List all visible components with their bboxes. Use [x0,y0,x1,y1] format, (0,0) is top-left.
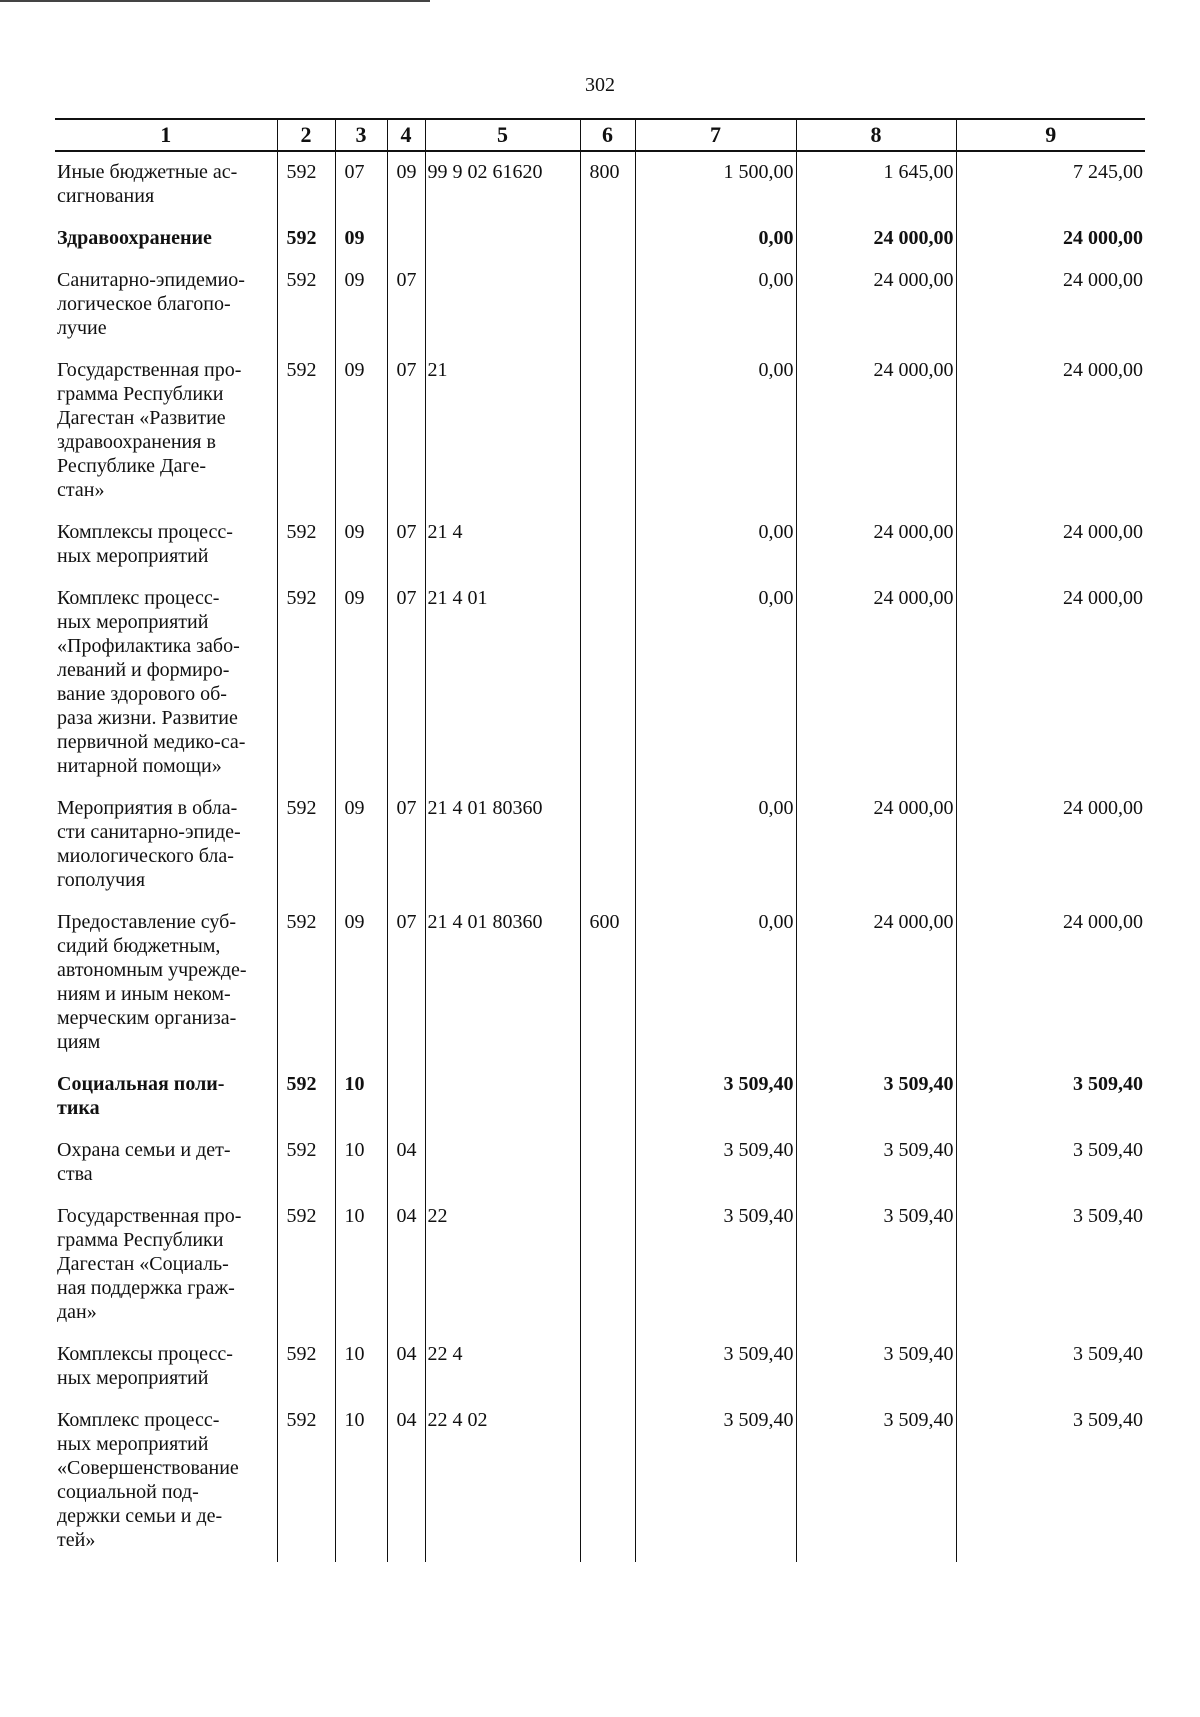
target-article-cell [425,1064,580,1130]
expense-type-cell [580,1334,635,1400]
subsection-cell: 04 [387,1196,425,1334]
section-cell: 09 [335,902,387,1064]
amount-col7-cell: 1 500,00 [635,151,796,218]
amount-col8-cell: 24 000,00 [796,578,956,788]
column-header: 2 [277,119,335,151]
row-name-cell: Иные бюджетные ас- сигнования [57,161,238,207]
amount-col7-cell: 0,00 [635,512,796,578]
target-article-cell: 99 9 02 61620 [425,151,580,218]
amount-col7-cell: 3 509,40 [635,1130,796,1196]
subsection-cell: 07 [387,512,425,578]
subsection-cell [387,218,425,260]
amount-col9-cell: 24 000,00 [956,788,1145,902]
table-row [55,512,1145,578]
column-header: 3 [335,119,387,151]
row-name-cell: Комплекс процесс- ных мероприятий «Профилактика забо- леваний и формиро- вание здорового об- раза жизни. Развитие первичной медико-са- нитарной помощи» [57,587,246,777]
code-cell: 592 [277,1064,335,1130]
amount-col7-cell: 0,00 [635,218,796,260]
table-row [55,218,1145,260]
code-cell: 592 [277,1400,335,1562]
row-name-cell: Комплексы процесс- ных мероприятий [57,521,233,567]
amount-col9-cell: 3 509,40 [956,1400,1145,1562]
target-article-cell [425,260,580,350]
code-cell: 592 [277,512,335,578]
target-article-cell [425,1130,580,1196]
target-article-cell: 22 4 02 [425,1400,580,1562]
subsection-cell: 09 [387,151,425,218]
section-cell: 09 [335,788,387,902]
amount-col9-cell: 24 000,00 [956,512,1145,578]
amount-col7-cell: 3 509,40 [635,1196,796,1334]
code-cell: 592 [277,260,335,350]
budget-table [55,118,1145,1562]
target-article-cell: 21 4 [425,512,580,578]
amount-col8-cell: 24 000,00 [796,218,956,260]
section-cell: 10 [335,1196,387,1334]
code-cell: 592 [277,788,335,902]
subsection-cell: 07 [387,260,425,350]
expense-type-cell: 800 [580,151,635,218]
table-row [55,902,1145,1064]
expense-type-cell [580,1130,635,1196]
section-cell: 10 [335,1400,387,1562]
column-header: 9 [956,119,1145,151]
amount-col7-cell: 0,00 [635,788,796,902]
row-name-cell: Охрана семьи и дет- ства [57,1139,231,1185]
table-row [55,350,1145,512]
subsection-cell: 07 [387,350,425,512]
amount-col7-cell: 0,00 [635,350,796,512]
amount-col9-cell: 3 509,40 [956,1334,1145,1400]
expense-type-cell [580,1196,635,1334]
row-name-cell: Здравоохранение [57,227,212,249]
amount-col8-cell: 24 000,00 [796,788,956,902]
amount-col9-cell: 3 509,40 [956,1130,1145,1196]
amount-col8-cell: 1 645,00 [796,151,956,218]
table-row [55,260,1145,350]
subsection-cell: 04 [387,1334,425,1400]
amount-col8-cell: 3 509,40 [796,1064,956,1130]
target-article-cell: 21 4 01 80360 [425,788,580,902]
section-cell: 07 [335,151,387,218]
code-cell: 592 [277,902,335,1064]
code-cell: 592 [277,218,335,260]
code-cell: 592 [277,350,335,512]
expense-type-cell [580,218,635,260]
amount-col7-cell: 0,00 [635,902,796,1064]
code-cell: 592 [277,151,335,218]
section-cell: 10 [335,1130,387,1196]
code-cell: 592 [277,1334,335,1400]
expense-type-cell [580,578,635,788]
expense-type-cell [580,350,635,512]
target-article-cell: 22 [425,1196,580,1334]
subsection-cell [387,1064,425,1130]
target-article-cell [425,218,580,260]
subsection-cell: 04 [387,1130,425,1196]
row-name-cell: Предоставление суб- сидий бюджетным, автономным учрежде- ниям и иным неком- мерческим организа- циям [57,911,247,1053]
code-cell: 592 [277,1196,335,1334]
amount-col7-cell: 0,00 [635,260,796,350]
section-cell: 09 [335,218,387,260]
page-number: 302 [585,74,615,96]
amount-col8-cell: 24 000,00 [796,512,956,578]
section-cell: 10 [335,1064,387,1130]
code-cell: 592 [277,1130,335,1196]
amount-col9-cell: 24 000,00 [956,218,1145,260]
amount-col9-cell: 24 000,00 [956,578,1145,788]
amount-col7-cell: 3 509,40 [635,1064,796,1130]
section-cell: 09 [335,260,387,350]
subsection-cell: 07 [387,578,425,788]
amount-col8-cell: 3 509,40 [796,1400,956,1562]
amount-col8-cell: 3 509,40 [796,1334,956,1400]
table-row [55,1196,1145,1334]
amount-col9-cell: 3 509,40 [956,1064,1145,1130]
row-name-cell: Государственная про- грамма Республики Дагестан «Развитие здравоохранения в Республике Даге- стан» [57,359,242,501]
amount-col9-cell: 24 000,00 [956,350,1145,512]
amount-col7-cell: 3 509,40 [635,1334,796,1400]
target-article-cell: 21 4 01 80360 [425,902,580,1064]
column-header: 6 [580,119,635,151]
column-header: 5 [425,119,580,151]
table-row [55,578,1145,788]
section-cell: 09 [335,512,387,578]
expense-type-cell [580,788,635,902]
amount-col8-cell: 3 509,40 [796,1130,956,1196]
table-row [55,1064,1145,1130]
row-name-cell: Комплексы процесс- ных мероприятий [57,1343,233,1389]
expense-type-cell [580,260,635,350]
amount-col8-cell: 24 000,00 [796,902,956,1064]
amount-col8-cell: 24 000,00 [796,260,956,350]
amount-col9-cell: 7 245,00 [956,151,1145,218]
target-article-cell: 21 [425,350,580,512]
section-cell: 10 [335,1334,387,1400]
table-row [55,151,1145,218]
row-name-cell: Государственная про- грамма Республики Дагестан «Социаль- ная поддержка граж- дан» [57,1205,242,1323]
subsection-cell: 07 [387,902,425,1064]
table-row [55,1334,1145,1400]
target-article-cell: 22 4 [425,1334,580,1400]
column-header: 4 [387,119,425,151]
row-name-cell: Мероприятия в обла- сти санитарно-эпиде- миологического бла- гополучия [57,797,241,891]
header-row [55,119,1145,151]
section-cell: 09 [335,350,387,512]
expense-type-cell [580,1064,635,1130]
column-header: 8 [796,119,956,151]
row-name-cell: Комплекс процесс- ных мероприятий «Совершенствование социальной под- держки семьи и де- тей» [57,1409,239,1551]
expense-type-cell: 600 [580,902,635,1064]
table-row [55,1400,1145,1562]
expense-type-cell [580,1400,635,1562]
section-cell: 09 [335,578,387,788]
row-name-cell: Санитарно-эпидемио- логическое благопо- лучие [57,269,245,339]
table-row [55,788,1145,902]
column-header: 7 [635,119,796,151]
target-article-cell: 21 4 01 [425,578,580,788]
top-scan-rule [0,0,430,2]
amount-col7-cell: 3 509,40 [635,1400,796,1562]
column-header: 1 [55,119,277,151]
amount-col9-cell: 24 000,00 [956,902,1145,1064]
row-name-cell: Социальная поли- тика [57,1073,225,1119]
expense-type-cell [580,512,635,578]
amount-col9-cell: 24 000,00 [956,260,1145,350]
amount-col9-cell: 3 509,40 [956,1196,1145,1334]
amount-col8-cell: 3 509,40 [796,1196,956,1334]
table-body [55,151,1145,1562]
table-row [55,1130,1145,1196]
amount-col7-cell: 0,00 [635,578,796,788]
code-cell: 592 [277,578,335,788]
subsection-cell: 07 [387,788,425,902]
subsection-cell: 04 [387,1400,425,1562]
amount-col8-cell: 24 000,00 [796,350,956,512]
